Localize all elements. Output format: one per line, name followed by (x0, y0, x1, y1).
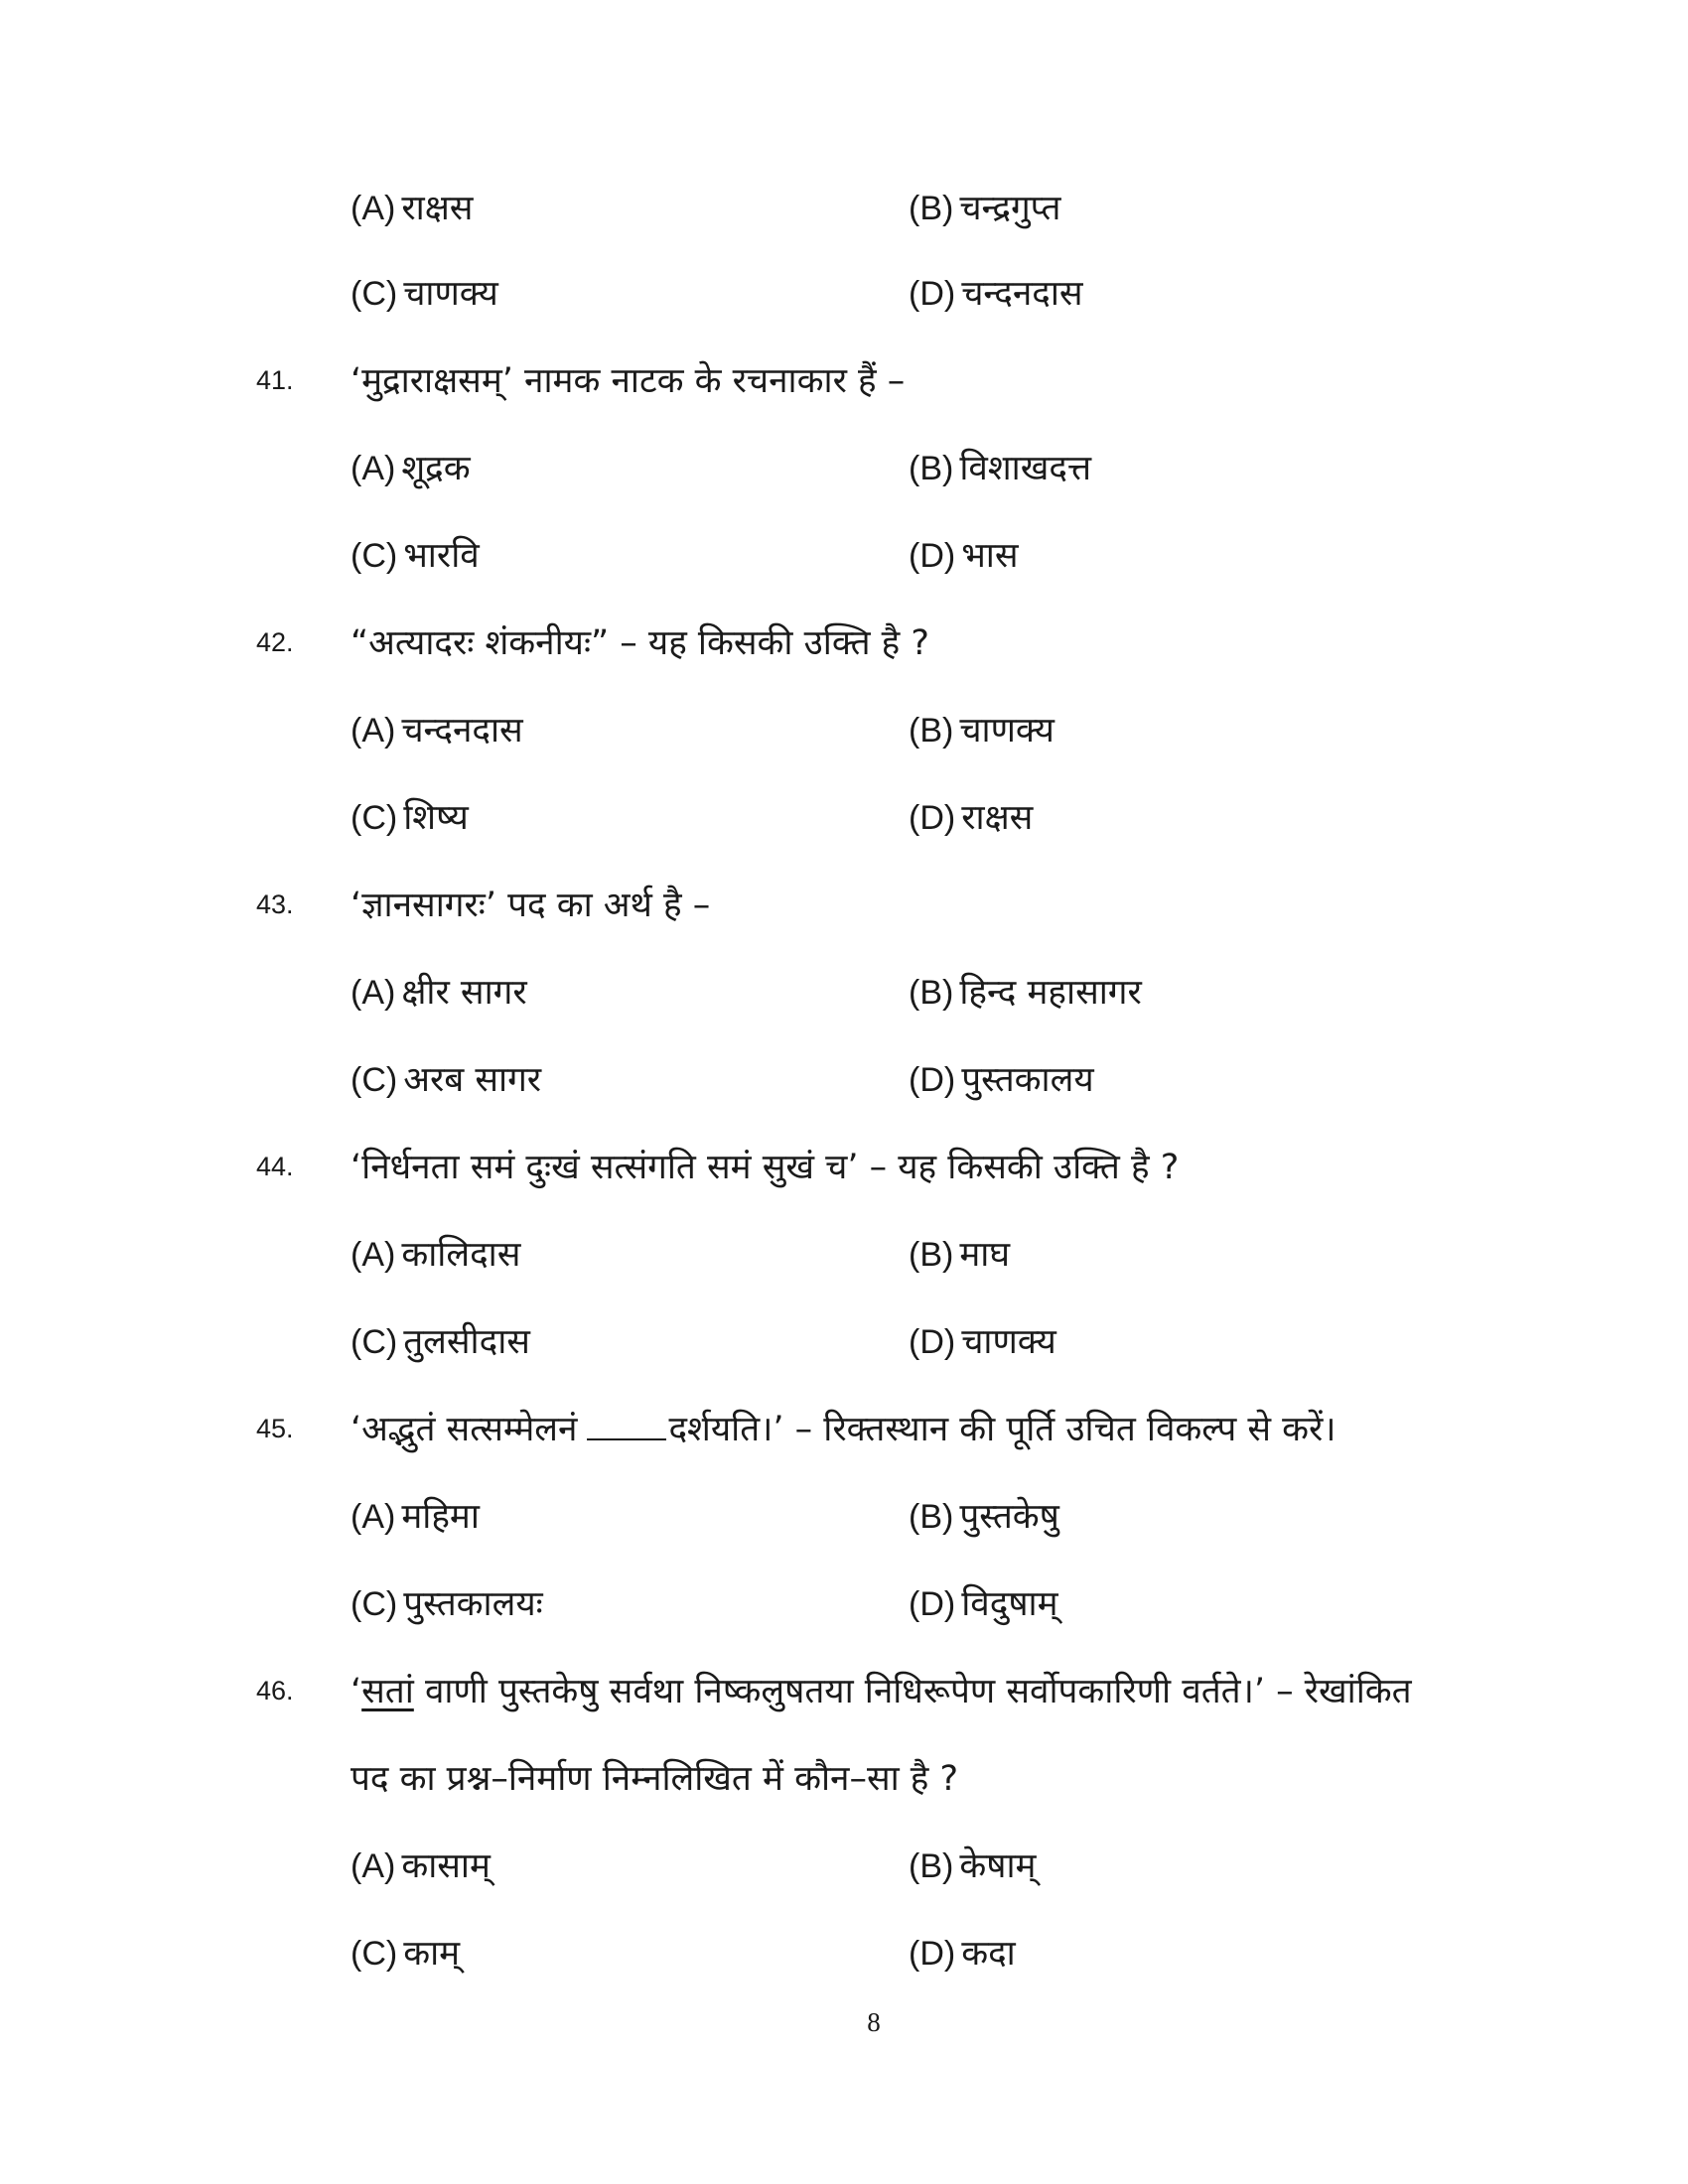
option-row (0, 788, 1688, 848)
question-43 (0, 876, 1688, 935)
option-row (0, 1924, 1688, 1983)
option-b: (B) माघ (909, 1235, 1011, 1275)
option-c: (C) चाणक्य (351, 274, 498, 314)
option-row (0, 1225, 1688, 1285)
question-46 (0, 1662, 1688, 1721)
option-d: (D) कदा (909, 1934, 1016, 1974)
option-a: (A) शूद्रक (351, 449, 471, 488)
option-row (0, 1837, 1688, 1896)
question-number: 43. (256, 889, 294, 919)
option-a: (A) राक्षस (351, 189, 474, 228)
page-number: 8 (867, 2007, 881, 2037)
option-d: (D) विदुषाम् (909, 1584, 1058, 1624)
question-number: 41. (256, 365, 294, 395)
option-row (0, 264, 1688, 324)
question-45 (0, 1400, 1688, 1459)
option-a: (A) चन्दनदास (351, 711, 523, 751)
option-b: (B) चन्द्रगुप्त (909, 189, 1061, 228)
option-d: (D) चाणक्य (909, 1322, 1056, 1362)
question-text: ‘ज्ञानसागरः’ पद का अर्थ है – (351, 886, 711, 925)
option-a: (A) महिमा (351, 1497, 480, 1537)
question-text: “अत्यादरः शंकनीयः” – यह किसकी उक्ति है ? (351, 623, 929, 663)
question-number: 42. (256, 627, 294, 657)
option-row (0, 1574, 1688, 1634)
question-number: 44. (256, 1152, 294, 1181)
option-row (0, 439, 1688, 498)
option-a: (A) कासाम् (351, 1846, 491, 1886)
question-text: ‘मुद्राराक्षसम्’ नामक नाटक के रचनाकार हैं – (351, 361, 906, 401)
option-b: (B) विशाखदत्त (909, 449, 1092, 488)
option-b: (B) पुस्तकेषु (909, 1497, 1059, 1537)
question-42 (0, 614, 1688, 673)
option-a: (A) कालिदास (351, 1235, 521, 1275)
fill-in-blank (587, 1405, 666, 1440)
option-row (0, 179, 1688, 238)
option-c: (C) पुस्तकालयः (351, 1584, 543, 1624)
option-c: (C) शिष्य (351, 798, 469, 838)
question-text: ‘निर्धनता समं दुःखं सत्संगति समं सुखं च’ – यह किसकी उक्ति है ? (351, 1148, 1180, 1187)
option-d: (D) भास (909, 536, 1019, 576)
option-row (0, 1312, 1688, 1372)
option-c: (C) काम् (351, 1934, 461, 1974)
option-b: (B) चाणक्य (909, 711, 1055, 751)
option-row (0, 1050, 1688, 1110)
question-41 (0, 351, 1688, 411)
option-row (0, 1487, 1688, 1547)
question-text-line-2: पद का प्रश्न–निर्माण निम्नलिखित में कौन–सा है ? (351, 1759, 959, 1799)
option-b: (B) केषाम् (909, 1846, 1037, 1886)
option-c: (C) तुलसीदास (351, 1322, 530, 1362)
option-c: (C) अरब सागर (351, 1060, 542, 1100)
question-text-line-1: ‘सतां वाणी पुस्तकेषु सर्वथा निष्कलुषतया निधिरूपेण सर्वोपकारिणी वर्तते।’ – रेखांकित (351, 1672, 1412, 1711)
underlined-word: सतां (361, 1672, 414, 1711)
option-d: (D) पुस्तकालय (909, 1060, 1094, 1100)
question-44 (0, 1138, 1688, 1197)
question-text: ‘अद्भुतं सत्सम्मेलनं दर्शयति।’ – रिक्तस्थान की पूर्ति उचित विकल्प से करें। (351, 1400, 1492, 1459)
question-number: 45. (256, 1414, 294, 1443)
question-number: 46. (256, 1676, 294, 1706)
option-row (0, 963, 1688, 1023)
option-row (0, 526, 1688, 586)
option-d: (D) चन्दनदास (909, 274, 1083, 314)
option-d: (D) राक्षस (909, 798, 1034, 838)
option-b: (B) हिन्द महासागर (909, 973, 1142, 1013)
option-row (0, 701, 1688, 760)
question-46-continued (0, 1749, 1688, 1809)
option-c: (C) भारवि (351, 536, 480, 576)
option-a: (A) क्षीर सागर (351, 973, 527, 1013)
